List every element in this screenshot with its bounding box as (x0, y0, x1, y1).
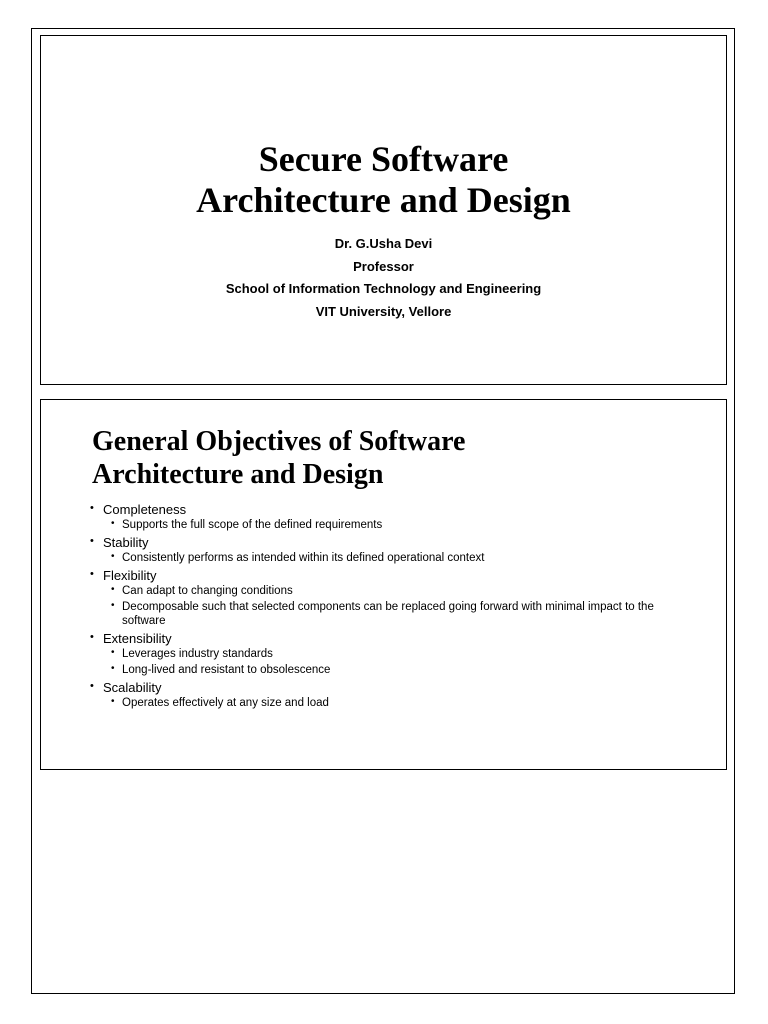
objective-label: • Scalability (90, 679, 690, 696)
objective-label: • Flexibility (90, 567, 690, 584)
objective-label: • Stability (90, 534, 690, 551)
sub-item: • Consistently performs as intended within its defined operational context (109, 551, 690, 565)
sub-item: • Long-lived and resistant to obsolescence (109, 663, 690, 677)
sub-item: • Decomposable such that selected components can be replaced going forward with minimal impact to the software (109, 600, 690, 628)
slide-subtitle (41, 233, 726, 323)
list-item (90, 679, 690, 710)
slide-title (92, 425, 466, 491)
objectives-slide (40, 399, 727, 770)
list-item (90, 567, 690, 628)
author-role: Professor (353, 258, 414, 274)
author-university: VIT University, Vellore (315, 303, 452, 319)
objectives-list (90, 501, 690, 712)
author-name: Dr. G.Usha Devi (334, 236, 433, 251)
sub-item: • Can adapt to changing conditions (109, 584, 690, 598)
title-line-2: Architecture and Design (92, 459, 384, 490)
author-school: School of Information Technology and Engineering (225, 281, 542, 296)
sub-item: • Supports the full scope of the defined requirements (109, 518, 690, 532)
slide-title (41, 139, 726, 221)
list-item (90, 630, 690, 677)
list-item (90, 534, 690, 565)
title-slide (40, 35, 727, 385)
objective-label: • Completeness (90, 501, 690, 518)
sub-item: • Leverages industry standards (109, 647, 690, 661)
list-item (90, 501, 690, 532)
objective-label: • Extensibility (90, 630, 690, 647)
title-line-2: Architecture and Design (196, 180, 571, 220)
title-line-1: General Objectives of Software (92, 426, 466, 457)
sub-item: • Operates effectively at any size and load (109, 696, 690, 710)
title-line-1: Secure Software (258, 139, 509, 179)
